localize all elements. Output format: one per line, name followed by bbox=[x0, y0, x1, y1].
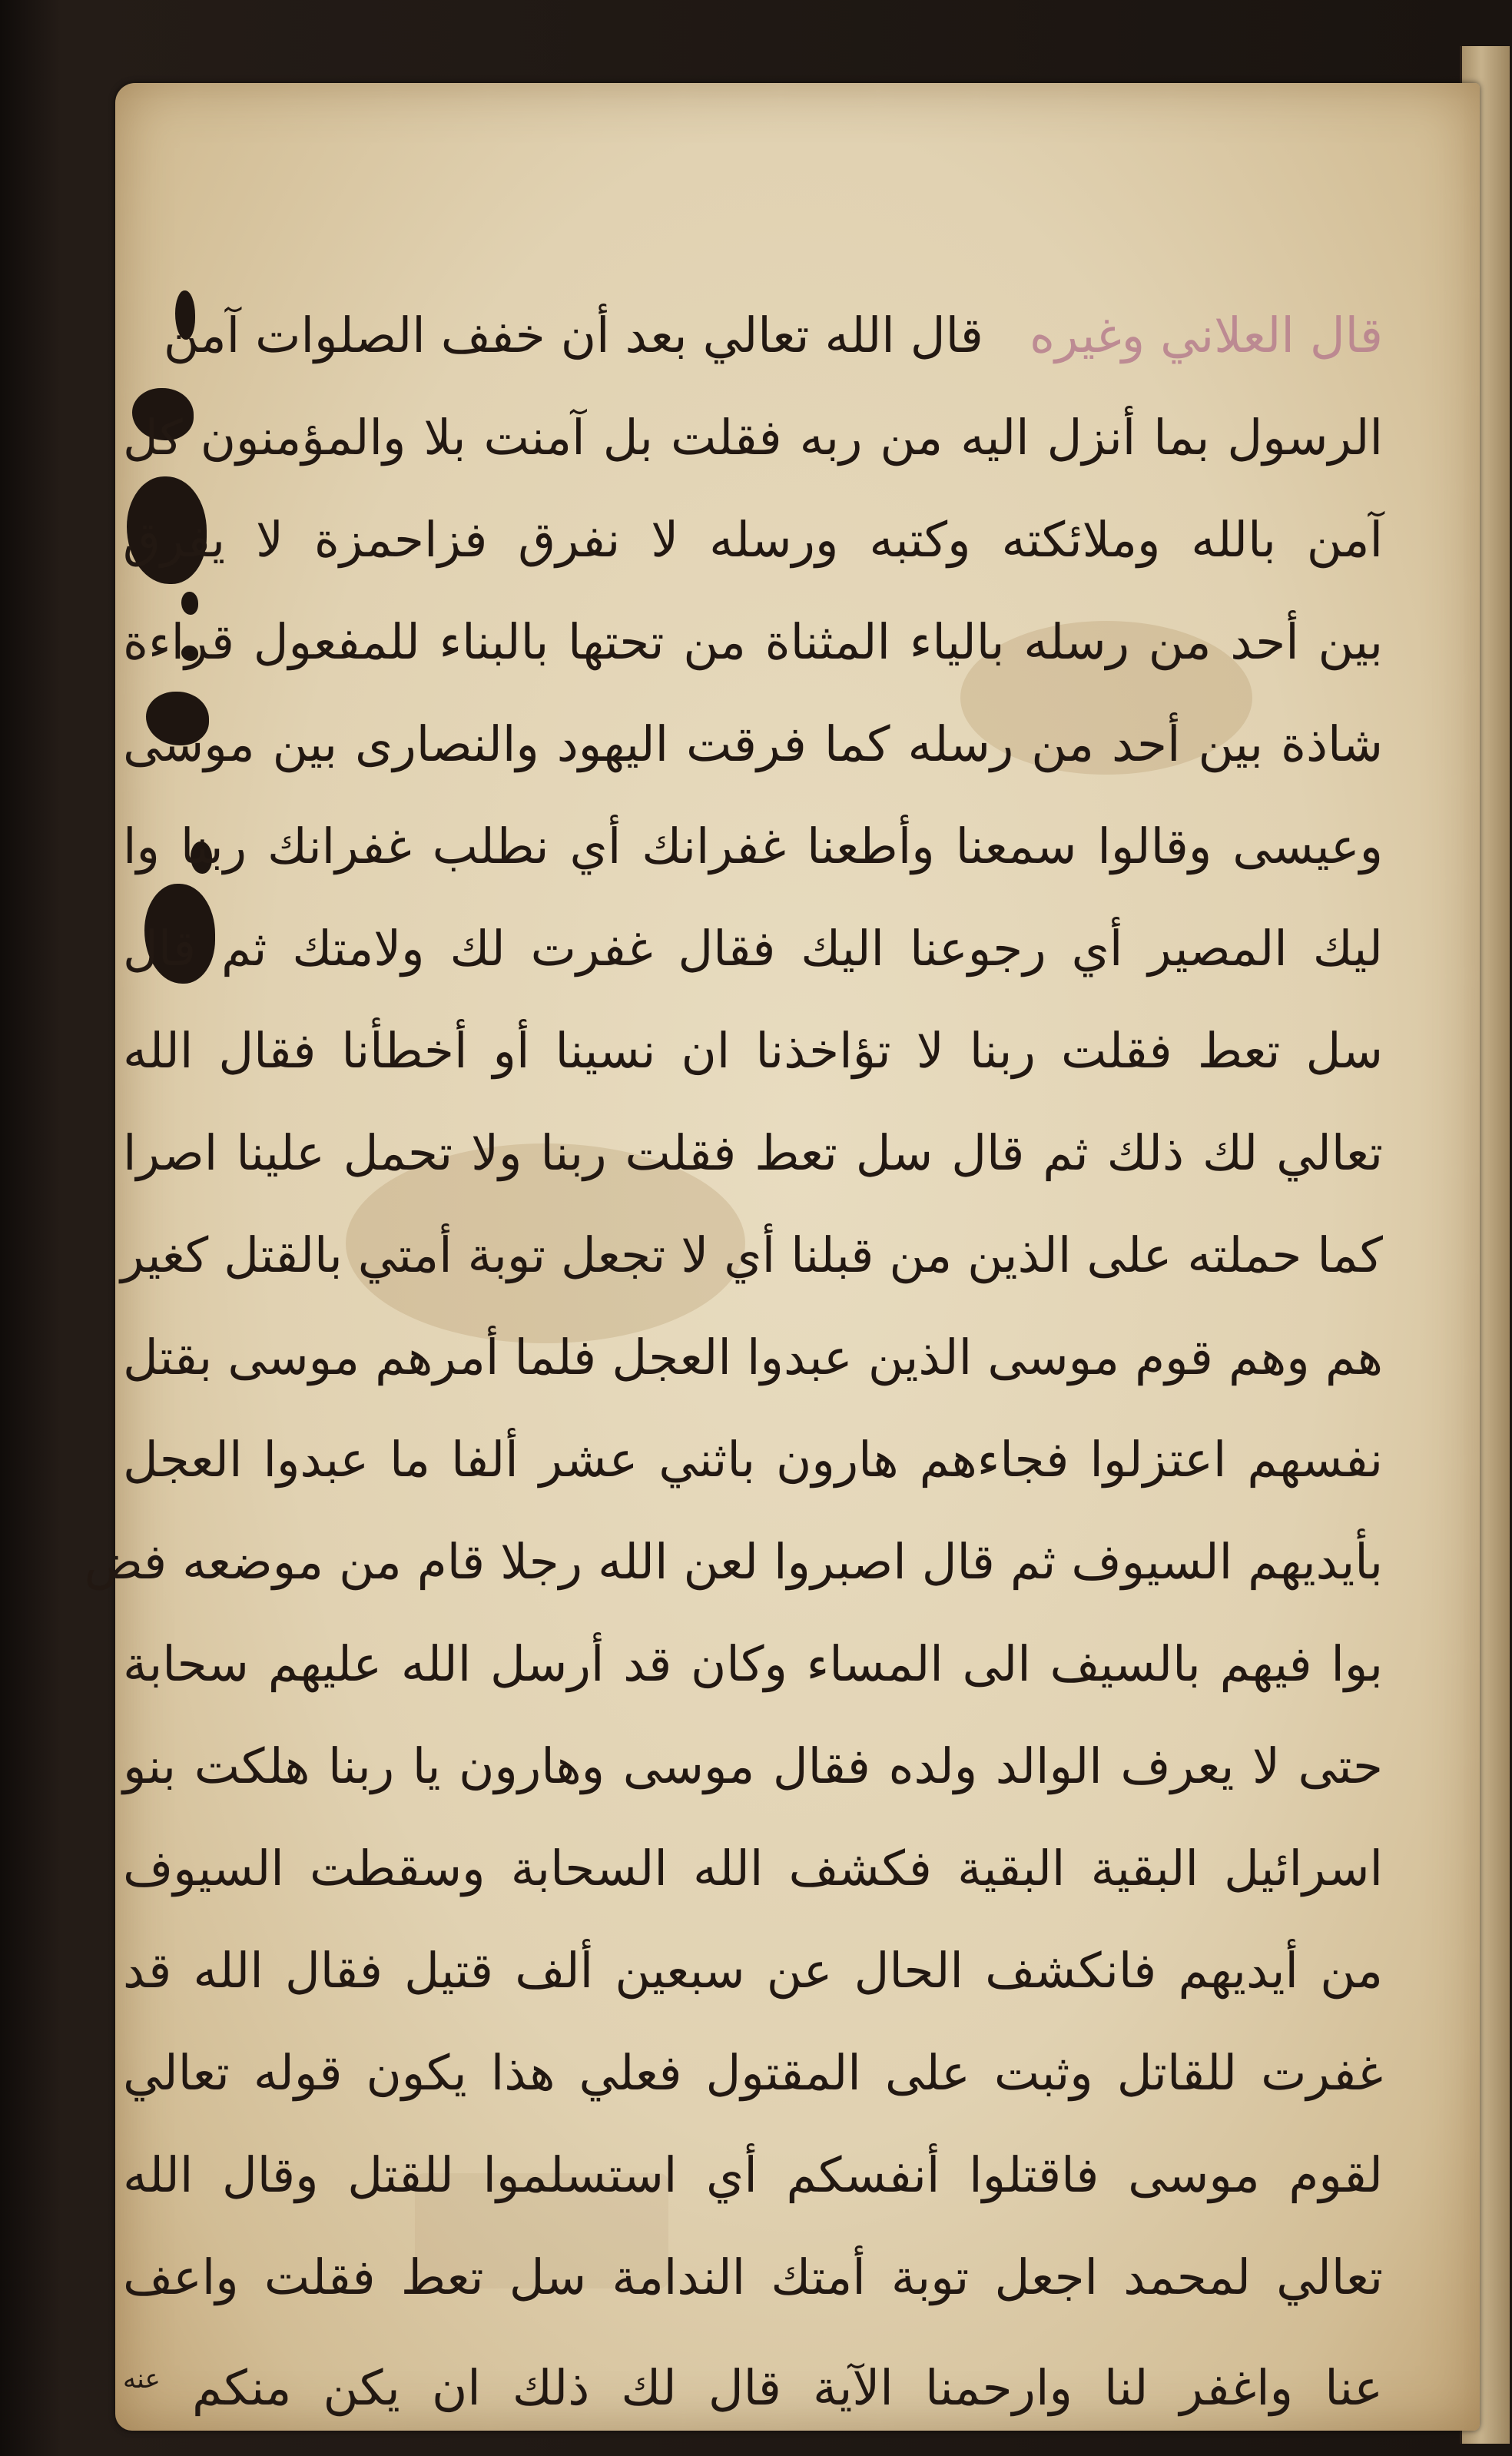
text-line: قال العلاني وغيره قال الله تعالي بعد أن خفف الصلوات آمن bbox=[163, 307, 1383, 363]
text-line: كما حملته على الذين من قبلنا أي لا تجعل توبة أمتي بالقتل كغير bbox=[121, 1227, 1383, 1283]
text-line: وعيسى وقالوا سمعنا وأطعنا غفرانك أي نطلب غفرانك ربنا وا bbox=[123, 818, 1383, 875]
manuscript-text bbox=[84, 284, 1384, 2431]
text-line: تعالي لمحمد اجعل توبة أمتك الندامة سل تعط فقلت واعف bbox=[123, 2249, 1383, 2305]
text-line: حتى لا يعرف الوالد ولده فقال موسى وهارون يا ربنا هلكت بنو bbox=[123, 1738, 1383, 1794]
text-line: غفرت للقاتل وثبت على المقتول فعلي هذا يكون قوله تعالي bbox=[123, 2045, 1383, 2101]
text-line: بوا فيهم بالسيف الى المساء وكان قد أرسل الله عليهم سحابة bbox=[123, 1636, 1383, 1692]
text-line: هم وهم قوم موسى الذين عبدوا العجل فلما أمرهم موسى بقتل bbox=[123, 1329, 1383, 1386]
text-line: من أيديهم فانكشف الحال عن سبعين ألف قتيل فقال الله قد bbox=[123, 1943, 1383, 1999]
text-line: اسرائيل البقية البقية فكشف الله السحابة وسقطت السيوف bbox=[123, 1840, 1383, 1897]
text-line: بين أحد من رسله بالياء المثناة من تحتها بالبناء للمفعول قراءة bbox=[123, 614, 1383, 670]
text-line: لقوم موسى فاقتلوا أنفسكم أي استسلموا للقتل وقال الله bbox=[123, 2147, 1383, 2203]
text-line: عنا واغفر لنا وارحمنا الآية قال لك ذلك ان يكن منكم $^{عنه}$ bbox=[123, 2360, 1384, 2416]
text-line: الرسول بما أنزل اليه من ربه فقلت بل آمنت بلا والمؤمنون كل bbox=[123, 410, 1383, 466]
text-line: تعالي لك ذلك ثم قال سل تعط فقلت ربنا ولا تحمل علينا اصرا bbox=[123, 1125, 1383, 1181]
text-line: نفسهم اعتزلوا فجاءهم هارون باثني عشر ألفا ما عبدوا العجل bbox=[123, 1432, 1383, 1488]
text-line: بأيديهم السيوف ثم قال اصبروا لعن الله رجلا قام من موضعه فض bbox=[84, 1534, 1383, 1590]
text-line: آمن بالله وملائكته وكتبه ورسله لا نفرق فزاحمزة لا يفرق bbox=[123, 512, 1383, 568]
rubric-heading: قال العلاني وغيره bbox=[1029, 307, 1383, 363]
text-line: ليك المصير أي رجوعنا اليك فقال غفرت لك ولامتك ثم قال bbox=[123, 921, 1383, 977]
text-line: سل تعط فقلت ربنا لا تؤاخذنا ان نسينا أو أخطأنا فقال الله bbox=[123, 1023, 1383, 1079]
text-line: شاذة بين أحد من رسله كما فرقت اليهود والنصارى بين موسى bbox=[123, 716, 1383, 772]
margin-note: عنه bbox=[123, 2364, 161, 2395]
